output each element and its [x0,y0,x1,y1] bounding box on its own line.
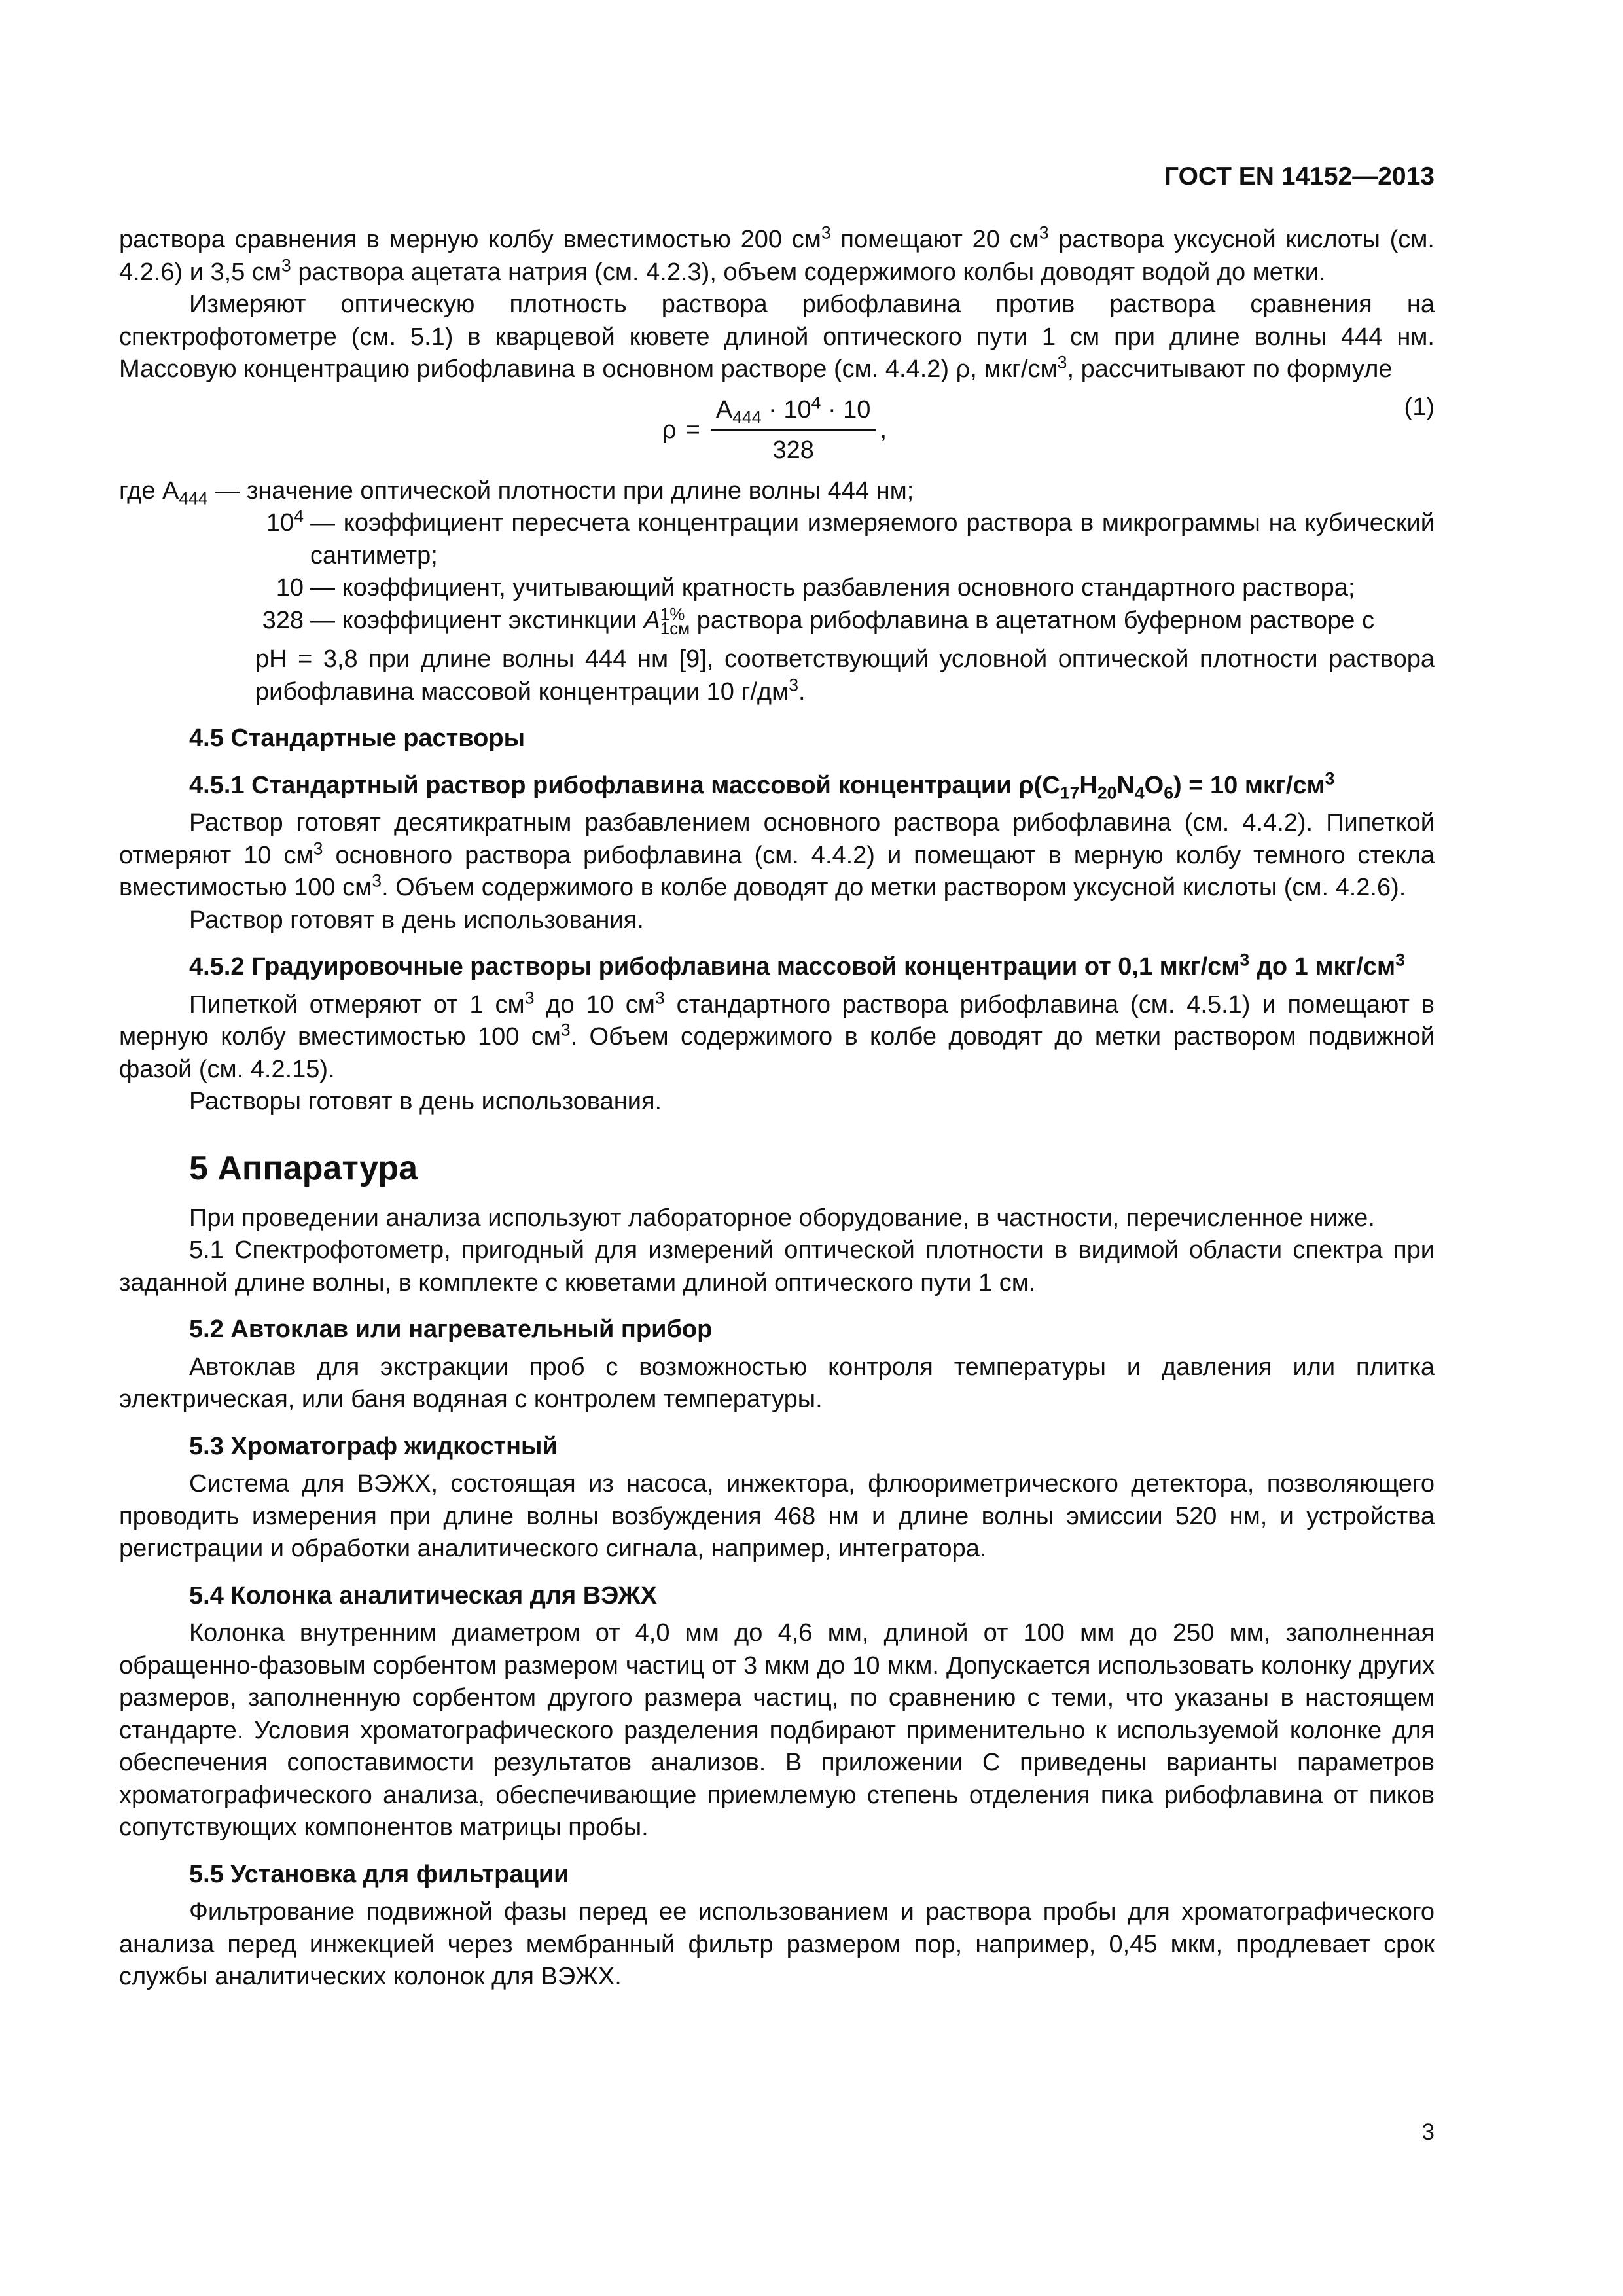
formula-numerator: $A_{444} \cdot 10^4 \cdot 10$ [711,394,876,431]
paragraph-measure-density: Измеряют оптическую плотность раствора рибофлавина против раствора сравнения на спектрофотометре (см. 5.1) в кварцевой кювете длиной оптического пути 1 см при длине волны 444 нм. Массовую концентрацию рибофлавина в основном растворе (см. 4.4.2) ρ, мкг/$см^3$, рассчитывают по формуле [119,291,1435,383]
legend-328: 328 — коэффициент экстинкции A 1% 1см раствора рибофлавина в ацетатном буферном растворе с [262,604,1374,639]
section-5-5-title: 5.5 Установка для фильтрации [189,1860,569,1888]
legend-10-4: $10^4$ — коэффициент пересчета концентрации измеряемого раствора в микрограммы на кубический сантиметр; [266,506,1435,569]
section-4-5-2-note: Растворы готовят в день использования. [189,1088,662,1115]
section-4-5-1-title: 4.5.1 Стандартный раствор рибофлавина массовой концентрации $\rho(C_{17}H_{20}N_4O_6) = 10$ мкг/$см^3$ [189,768,1335,803]
formula-1 [119,391,1435,470]
section-5-3-paragraph: Система для ВЭЖХ, состоящая из насоса, инжектора, флюориметрического детектора, позволяющего проводить измерения при длине волны возбуждения 468 нм и длине волны эмиссии 520 нм, и устройства регистрации и обработки аналитического сигнала, например, интегратора. [119,1470,1435,1562]
section-5-4-title: 5.4 Колонка аналитическая для ВЭЖХ [189,1581,657,1609]
page-number: 3 [1421,2119,1435,2145]
section-5-2-paragraph: Автоклав для экстракции проб с возможностью контроля температуры и давления или плитка электрическая, или баня водяная с контролем температуры. [119,1353,1435,1413]
legend-a444: где $A_{444}$ — значение оптической плотности при длине волны 444 нм; [119,476,914,509]
section-5-intro: При проведении анализа используют лабораторное оборудование, в частности, перечисленное ниже. [189,1204,1375,1232]
section-4-5-title: 4.5 Стандартные растворы [189,725,526,752]
section-5-1-paragraph: 5.1 Спектрофотометр, пригодный для измерений оптической плотности в видимой области спектра при заданной длине волны, в комплекте с кюветами длиной оптического пути 1 см. [119,1236,1435,1297]
section-4-5-2-title: 4.5.2 Градуировочные растворы рибофлавина массовой концентрации от 0,1 мкг/$см^3$ до 1 мкг/$см^3$ [189,950,1405,980]
section-5-3-title: 5.3 Хроматограф жидкостный [189,1432,558,1460]
legend-10: 10 — коэффициент, учитывающий кратность разбавления основного стандартного раствора; [276,574,1355,601]
paragraph-reference-solution: раствора сравнения в мерную колбу вместимостью 200 $см^3$ помещают 20 $см^3$ раствора уксусной кислоты (см. 4.2.6) и 3,5 $см^3$ раствора ацетата натрия (см. 4.2.3), объем содержимого колбы доводят водой до метки. [119,223,1435,286]
formula-denominator: 328 [772,436,814,464]
section-4-5-2-paragraph: Пипеткой отмеряют от 1 $см^3$ до 10 $см^3$ стандартного раствора рибофлавина (см. 4.5.1) и помещают в мерную колбу вместимостью 100 $см^3$. Объем содержимого в колбе доводят до метки раствором подвижной фазой (см. 4.2.15). [119,987,1435,1083]
formula-equals: = [685,416,700,444]
formula-number: (1) [1404,393,1435,421]
section-5-4-paragraph: Колонка внутренним диаметром от 4,0 мм до 4,6 мм, длиной от 100 мм до 250 мм, заполненная обращенно-фазовым сорбентом размером частиц от 3 мкм до 10 мкм. Допускается использовать колонку других размеров, заполненную сорбентом другого размера частиц, по сравнению с теми, что указаны в настоящем стандарте. Условия хроматографического разделения подбирают применительно к используемой колонке для обеспечения сопоставимости результатов анализов. В приложении С приведены варианты параметров хроматографического анализа, обеспечивающие приемлемую степень отделения пика рибофлавина от пиков сопутствующих компонентов матрицы пробы. [119,1619,1435,1841]
page-content [119,224,1435,1994]
document-code-header: ГОСТ EN 14152—2013 [1164,162,1435,190]
formula-fraction [711,394,876,467]
section-5-5-paragraph: Фильтрование подвижной фазы перед ее использованием и раствора пробы для хроматографического анализа перед инжекцией через мембранный фильтр размером пор, например, 0,45 мкм, продлевает срок службы аналитических колонок для ВЭЖХ. [119,1898,1435,1990]
formula-expression [662,391,887,470]
formula-lhs: ρ [662,416,677,444]
legend-328-continued: pH = 3,8 при длине волны 444 нм [9], соответствующий условной оптической плотности раствора рибофлавина массовой концентрации 10 $г/дм^3$. [255,645,1435,706]
formula-trailing-comma: , [880,416,887,444]
section-5-2-title: 5.2 Автоклав или нагревательный прибор [189,1316,713,1343]
formula-legend [119,475,1435,709]
section-5-title: 5 Аппаратура [189,1149,418,1187]
section-4-5-1-paragraph: Раствор готовят десятикратным разбавлением основного раствора рибофлавина (см. 4.4.2). Пипеткой отмеряют 10 $см^3$ основного раствора рибофлавина (см. 4.4.2) и помещают в мерную колбу темного стекла вместимостью 100 $см^3$. Объем содержимого в колбе доводят до метки раствором уксусной кислоты (см. 4.2.6). [119,809,1435,901]
section-4-5-1-note: Раствор готовят в день использования. [189,906,644,934]
